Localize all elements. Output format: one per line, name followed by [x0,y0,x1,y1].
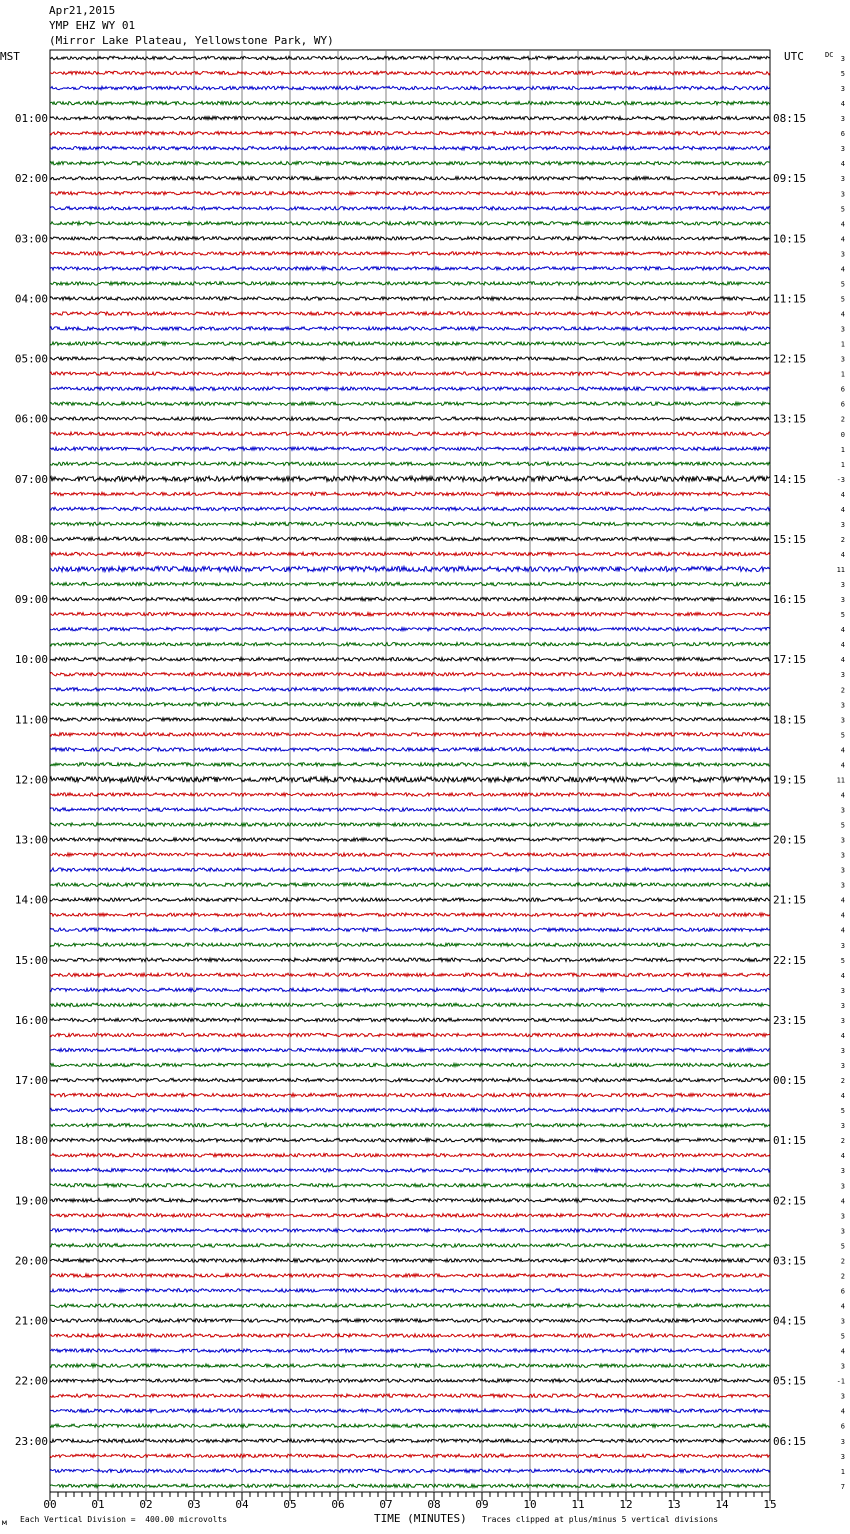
trace-line [50,582,770,585]
dc-offset-label: 3 [840,1362,845,1371]
utc-hour-label: 12:15 [773,352,807,366]
trace-line [50,658,770,661]
trace-line [50,838,770,841]
dc-offset-label: 4 [840,220,845,229]
utc-hour-label: 00:15 [773,1074,807,1088]
mst-hour-label: 18:00 [14,1134,48,1148]
trace-line [50,673,770,676]
trace-line [50,1469,770,1472]
dc-offset-label: 5 [840,70,845,79]
trace-line [50,1078,770,1081]
trace-line [50,297,770,300]
dc-offset-label: 6 [840,130,845,139]
trace-line [50,1304,770,1307]
trace-line [50,1289,770,1292]
trace-line [50,688,770,691]
trace-line [50,1214,770,1217]
utc-hour-label: 14:15 [773,472,807,486]
dc-offset-label: 4 [840,550,845,559]
trace-line [50,462,770,465]
x-tick-label: 04 [235,1498,249,1511]
utc-hour-label: 13:15 [773,412,807,426]
trace-line [50,763,770,766]
trace-line [50,1003,770,1006]
dc-offset-label: 4 [840,1031,845,1040]
dc-offset-label: 3 [840,250,845,259]
mst-hour-label: 07:00 [14,472,48,486]
trace-line [50,101,770,104]
dc-offset-label: 3 [840,1452,845,1461]
scale-note: Each Vertical Division = 400.00 microvolts [20,1515,228,1524]
trace-line [50,222,770,225]
mst-hour-label: 01:00 [14,112,48,126]
dc-offset-label: 3 [840,355,845,364]
utc-hour-label: 02:15 [773,1194,807,1208]
mst-hour-label: 03:00 [14,232,48,246]
dc-offset-label: 3 [840,115,845,124]
utc-hour-label: 22:15 [773,953,807,967]
mst-hour-label: 12:00 [14,773,48,787]
dc-offset-label: 3 [840,1317,845,1326]
dc-offset-label: 3 [840,520,845,529]
dc-offset-label: 2 [840,1137,845,1146]
mst-hour-label: 23:00 [14,1434,48,1448]
mst-hour-label: 09:00 [14,593,48,607]
station-code: YMP EHZ WY 01 [49,19,136,32]
trace-line [50,1319,770,1322]
trace-line [50,1154,770,1157]
mst-hour-label: 04:00 [14,292,48,306]
dc-offset-label: 3 [840,836,845,845]
trace-line [50,733,770,736]
footer-mark: м [2,1518,7,1527]
dc-offset-label: -3 [836,475,845,484]
trace-line [50,943,770,946]
dc-offset-label: 11 [836,776,845,785]
trace-line [50,1364,770,1367]
dc-offset-label: 4 [840,896,845,905]
utc-hour-label: 10:15 [773,232,807,246]
dc-offset-label: 5 [840,956,845,965]
dc-offset-label: 3 [840,1392,845,1401]
dc-offset-label: 4 [840,310,845,319]
utc-hour-label: 11:15 [773,292,807,306]
trace-line [50,267,770,270]
trace-line [50,492,770,495]
dc-offset-label: 4 [840,1152,845,1161]
trace-line [50,1424,770,1427]
trace-line [50,402,770,405]
x-tick-label: 03 [187,1498,201,1511]
dc-offset-label: 4 [840,1302,845,1311]
dc-offset-label: 3 [840,941,845,950]
trace-line [50,1394,770,1397]
trace-line [50,1184,770,1187]
dc-offset-label: 2 [840,1272,845,1281]
trace-line [50,387,770,390]
dc-offset-label: 5 [840,295,845,304]
trace-line [50,777,770,782]
dc-offset-label: 3 [840,1016,845,1025]
trace-line [50,1439,770,1442]
plot-date: Apr21,2015 [49,4,116,17]
x-tick-label: 10 [523,1498,537,1511]
trace-line [50,1409,770,1412]
dc-offset-label: 4 [840,626,845,635]
x-tick-label: 02 [139,1498,153,1511]
trace-line [50,1334,770,1337]
dc-offset-label: 3 [840,596,845,605]
dc-offset-label: 4 [840,971,845,980]
trace-line [50,71,770,74]
dc-offset-label: 3 [840,986,845,995]
dc-offset-label: 5 [840,731,845,740]
trace-line [50,883,770,886]
trace-line [50,132,770,135]
trace-line [50,808,770,811]
trace-line [50,823,770,826]
dc-offset-label: 4 [840,1092,845,1101]
dc-offset-label: 3 [840,1212,845,1221]
dc-offset-label: 1 [840,370,845,379]
dc-offset-label: 6 [840,400,845,409]
mst-hour-label: 21:00 [14,1314,48,1328]
utc-hour-label: 16:15 [773,593,807,607]
dc-offset-label: 4 [840,746,845,755]
dc-offset-label: -1 [836,1377,845,1386]
dc-offset-label: 3 [840,1046,845,1055]
dc-offset-label: 3 [840,55,845,63]
station-location: (Mirror Lake Plateau, Yellowstone Park, WY) [49,34,334,47]
dc-offset-label: 2 [840,1257,845,1266]
dc-offset-label: 3 [840,851,845,860]
trace-line [50,958,770,961]
dc-offset-label: 4 [840,1407,845,1416]
utc-hour-label: 08:15 [773,112,807,126]
trace-line [50,627,770,630]
dc-offset-label: 4 [840,235,845,244]
x-tick-label: 12 [619,1498,633,1511]
trace-line [50,162,770,165]
trace-line [50,252,770,255]
dc-offset-label: 6 [840,1287,845,1296]
dc-offset-label: 3 [840,145,845,154]
dc-offset-label: 3 [840,671,845,680]
dc-offset-label: 1 [840,340,845,349]
dc-offset-label: 3 [840,1001,845,1010]
dc-offset-label: 4 [840,100,845,109]
dc-column-title: DC [825,51,834,59]
trace-line [50,327,770,330]
dc-offset-label: 3 [840,1122,845,1131]
trace-line [50,507,770,510]
dc-offset-label: 3 [840,1182,845,1191]
trace-line [50,237,770,240]
dc-offset-label: 1 [840,1467,845,1476]
utc-hour-label: 18:15 [773,713,807,727]
utc-hour-label: 01:15 [773,1134,807,1148]
utc-hour-label: 19:15 [773,773,807,787]
mst-hour-label: 22:00 [14,1374,48,1388]
mst-axis-title: MST [0,50,20,63]
trace-line [50,192,770,195]
mst-hour-label: 16:00 [14,1013,48,1027]
trace-line [50,417,770,420]
trace-line [50,1169,770,1172]
mst-hour-label: 17:00 [14,1074,48,1088]
trace-line [50,537,770,540]
trace-line [50,116,770,119]
dc-offset-label: 4 [840,1197,845,1206]
trace-line [50,1063,770,1066]
mst-hour-label: 19:00 [14,1194,48,1208]
trace-line [50,476,770,481]
dc-offset-label: 4 [840,791,845,800]
dc-offset-label: 5 [840,205,845,214]
trace-line [50,1199,770,1202]
dc-offset-label: 2 [840,415,845,424]
trace-line [50,1454,770,1457]
trace-line [50,703,770,706]
trace-line [50,868,770,871]
x-tick-label: 00 [43,1498,57,1511]
dc-offset-label: 3 [840,85,845,94]
utc-hour-label: 04:15 [773,1314,807,1328]
x-tick-label: 09 [475,1498,489,1511]
trace-line [50,1484,770,1487]
trace-line [50,612,770,615]
dc-offset-label: 3 [840,1437,845,1446]
dc-offset-label: 4 [840,1347,845,1356]
mst-hour-label: 15:00 [14,953,48,967]
trace-line [50,1123,770,1126]
trace-line [50,147,770,150]
trace-line [50,718,770,721]
trace-line [50,447,770,450]
trace-line [50,207,770,210]
x-tick-label: 07 [379,1498,393,1511]
dc-offset-label: 3 [840,1167,845,1176]
dc-offset-label: 2 [840,686,845,695]
dc-offset-label: 3 [840,701,845,710]
dc-offset-label: 4 [840,490,845,499]
dc-offset-label: 3 [840,1062,845,1071]
x-tick-label: 13 [667,1498,681,1511]
dc-offset-label: 3 [840,881,845,890]
trace-line [50,357,770,360]
utc-hour-label: 09:15 [773,172,807,186]
dc-offset-label: 5 [840,280,845,289]
trace-line [50,928,770,931]
trace-line [50,522,770,525]
dc-offset-label: 3 [840,716,845,725]
mst-hour-label: 06:00 [14,412,48,426]
dc-offset-label: 5 [840,1332,845,1341]
mst-hour-label: 10:00 [14,653,48,667]
trace-line [50,86,770,89]
dc-offset-label: 5 [840,1242,845,1251]
dc-offset-label: 4 [840,926,845,935]
x-tick-label: 05 [283,1498,297,1511]
trace-line [50,1259,770,1262]
trace-line [50,1018,770,1021]
trace-line [50,853,770,856]
trace-line [50,1093,770,1096]
utc-hour-label: 03:15 [773,1254,807,1268]
trace-line [50,913,770,916]
trace-line [50,1108,770,1111]
dc-offset-label: 6 [840,1422,845,1431]
trace-line [50,1139,770,1142]
trace-line [50,973,770,976]
trace-line [50,1349,770,1352]
mst-hour-label: 13:00 [14,833,48,847]
utc-hour-label: 21:15 [773,893,807,907]
trace-line [50,552,770,555]
dc-offset-label: 1 [840,460,845,469]
trace-line [50,643,770,646]
dc-offset-label: 4 [840,160,845,169]
trace-line [50,1033,770,1036]
clip-note: Traces clipped at plus/minus 5 vertical divisions [482,1515,719,1524]
dc-offset-label: 3 [840,1227,845,1236]
trace-line [50,342,770,345]
trace-line [50,748,770,751]
mst-hour-label: 14:00 [14,893,48,907]
mst-hour-label: 11:00 [14,713,48,727]
dc-offset-label: 4 [840,265,845,274]
dc-offset-label: 11 [836,566,845,575]
dc-offset-label: 5 [840,611,845,620]
x-tick-label: 11 [571,1498,585,1511]
dc-offset-label: 3 [840,581,845,590]
trace-line [50,988,770,991]
trace-line [50,1048,770,1051]
trace-line [50,372,770,375]
x-tick-label: 06 [331,1498,345,1511]
x-tick-label: 14 [715,1498,729,1511]
trace-line [50,1229,770,1232]
trace-line [50,312,770,315]
dc-offset-label: 3 [840,325,845,334]
trace-line [50,432,770,435]
dc-offset-label: 2 [840,535,845,544]
x-axis-title: TIME (MINUTES) [374,1512,467,1525]
trace-line [50,1274,770,1277]
trace-line [50,793,770,796]
utc-axis-title: UTC [784,50,804,63]
dc-offset-label: 5 [840,1107,845,1116]
trace-line [50,1244,770,1247]
trace-line [50,282,770,285]
trace-line [50,177,770,180]
utc-hour-label: 05:15 [773,1374,807,1388]
dc-offset-label: 4 [840,641,845,650]
utc-hour-label: 15:15 [773,532,807,546]
trace-line [50,1379,770,1382]
mst-hour-label: 08:00 [14,532,48,546]
dc-offset-label: 4 [840,761,845,770]
mst-hour-label: 05:00 [14,352,48,366]
trace-line [50,56,770,59]
mst-hour-label: 02:00 [14,172,48,186]
mst-hour-label: 20:00 [14,1254,48,1268]
dc-offset-label: 1 [840,445,845,454]
x-tick-label: 08 [427,1498,441,1511]
utc-hour-label: 17:15 [773,653,807,667]
trace-line [50,898,770,901]
utc-hour-label: 23:15 [773,1013,807,1027]
dc-offset-label: 5 [840,821,845,830]
utc-hour-label: 06:15 [773,1434,807,1448]
dc-offset-label: 3 [840,866,845,875]
trace-line [50,566,770,571]
dc-offset-label: 0 [840,430,845,439]
utc-hour-label: 20:15 [773,833,807,847]
dc-offset-label: 4 [840,656,845,665]
dc-offset-label: 4 [840,911,845,920]
dc-offset-label: 2 [840,1077,845,1086]
x-tick-label: 01 [91,1498,105,1511]
dc-offset-label: 4 [840,505,845,514]
dc-offset-label: 6 [840,385,845,394]
x-tick-label: 15 [763,1498,777,1511]
dc-offset-label: 7 [840,1482,845,1491]
dc-offset-label: 3 [840,190,845,199]
dc-offset-label: 3 [840,175,845,184]
dc-offset-label: 3 [840,806,845,815]
trace-line [50,597,770,600]
